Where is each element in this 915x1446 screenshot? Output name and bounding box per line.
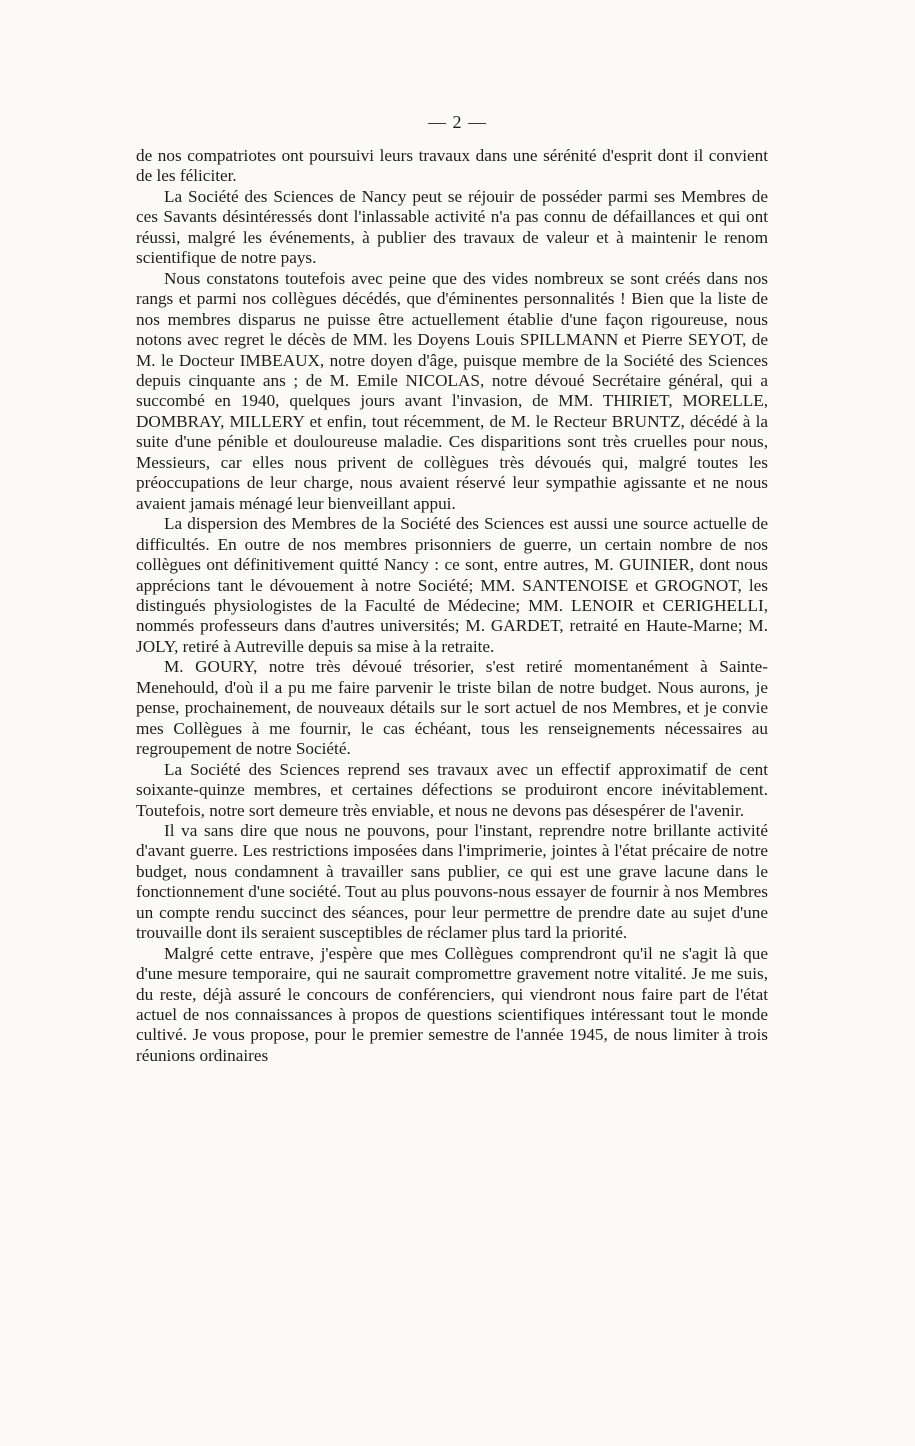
paragraph: La Société des Sciences reprend ses travaux avec un effectif approximatif de cent soixante-quinze membres, et certaines défections se produiront encore inévitablement. Toutefois, notre sort demeure très enviable, et nous ne devons pas désespérer de l'avenir. (136, 759, 768, 820)
page-number: — 2 — (428, 112, 487, 132)
paragraph: La dispersion des Membres de la Société des Sciences est aussi une source actuelle de difficultés. En outre de nos membres prisonniers de guerre, un certain nombre de nos collègues ont définitivement quitté Nancy : ce sont, entre autres, M. GUINIER, dont nous apprécions tant le dévouement à notre Société; MM. SANTENOISE et GROGNOT, les distingués physiologistes de la Faculté de Médecine; MM. LENOIR et CERIGHELLI, nommés professeurs dans d'autres universités; M. GARDET, retraité en Haute-Marne; M. JOLY, retiré à Autreville depuis sa mise à la retraite. (136, 514, 768, 656)
body-text (136, 146, 768, 1066)
paragraph: Il va sans dire que nous ne pouvons, pour l'instant, reprendre notre brillante activité d'avant guerre. Les restrictions imposées dans l'imprimerie, jointes à l'état précaire de notre budget, nous condamnent à travailler sans publier, ce qui est une grave lacune dans le fonctionnement d'une société. Tout au plus pouvons-nous essayer de fournir à nos Membres un compte rendu succinct des séances, pour leur permettre de prendre date au sujet d'une trouvaille dont ils seraient susceptibles de réclamer plus tard la priorité. (136, 820, 768, 943)
paragraph: de nos compatriotes ont poursuivi leurs travaux dans une sérénité d'esprit dont il convient de les féliciter. (136, 146, 768, 186)
paragraph: M. GOURY, notre très dévoué trésorier, s'est retiré momentanément à Sainte-Menehould, d'où il a pu me faire parvenir le triste bilan de notre budget. Nous aurons, je pense, prochainement, de nouveaux détails sur le sort actuel de nos Membres, et je convie mes Collègues à me fournir, le cas échéant, tous les renseignements nécessaires au regroupement de notre Société. (136, 657, 768, 759)
paragraph: Nous constatons toutefois avec peine que des vides nombreux se sont créés dans nos rangs et parmi nos collègues décédés, que d'éminentes personnalités ! Bien que la liste de nos membres disparus ne puisse être actuellement établie d'une façon rigoureuse, nous notons avec regret le décès de MM. les Doyens Louis SPILLMANN et Pierre SEYOT, de M. le Docteur IMBEAUX, notre doyen d'âge, puisque membre de la Société des Sciences depuis cinquante ans ; de M. Emile NICOLAS, notre dévoué Secrétaire général, qui a succombé en 1940, quelques jours avant l'invasion, de MM. THIRIET, MORELLE, DOMBRAY, MILLERY et enfin, tout récemment, de M. le Recteur BRUNTZ, décédé à la suite d'une pénible et douloureuse maladie. Ces disparitions sont très cruelles pour nous, Messieurs, car elles nous privent de collègues très dévoués qui, malgré toutes les préoccupations de leur charge, nous avaient réservé leur sympathie agissante et ne nous avaient jamais ménagé leur bienveillant appui. (136, 268, 768, 513)
paragraph: Malgré cette entrave, j'espère que mes Collègues comprendront qu'il ne s'agit là que d'une mesure temporaire, qui ne saurait compromettre gravement notre vitalité. Je me suis, du reste, déjà assuré le concours de conférenciers, qui viendront nous faire part de l'état actuel de nos connaissances à propos de questions scientifiques intéressant tout le monde cultivé. Je vous propose, pour le premier semestre de l'année 1945, de nous limiter à trois réunions ordinaires (136, 943, 768, 1065)
paragraph: La Société des Sciences de Nancy peut se réjouir de posséder parmi ses Membres de ces Savants désintéressés dont l'inlassable activité n'a pas connu de défaillances et qui ont réussi, malgré les événements, à publier des travaux de valeur et à maintenir le renom scientifique de notre pays. (136, 186, 768, 268)
